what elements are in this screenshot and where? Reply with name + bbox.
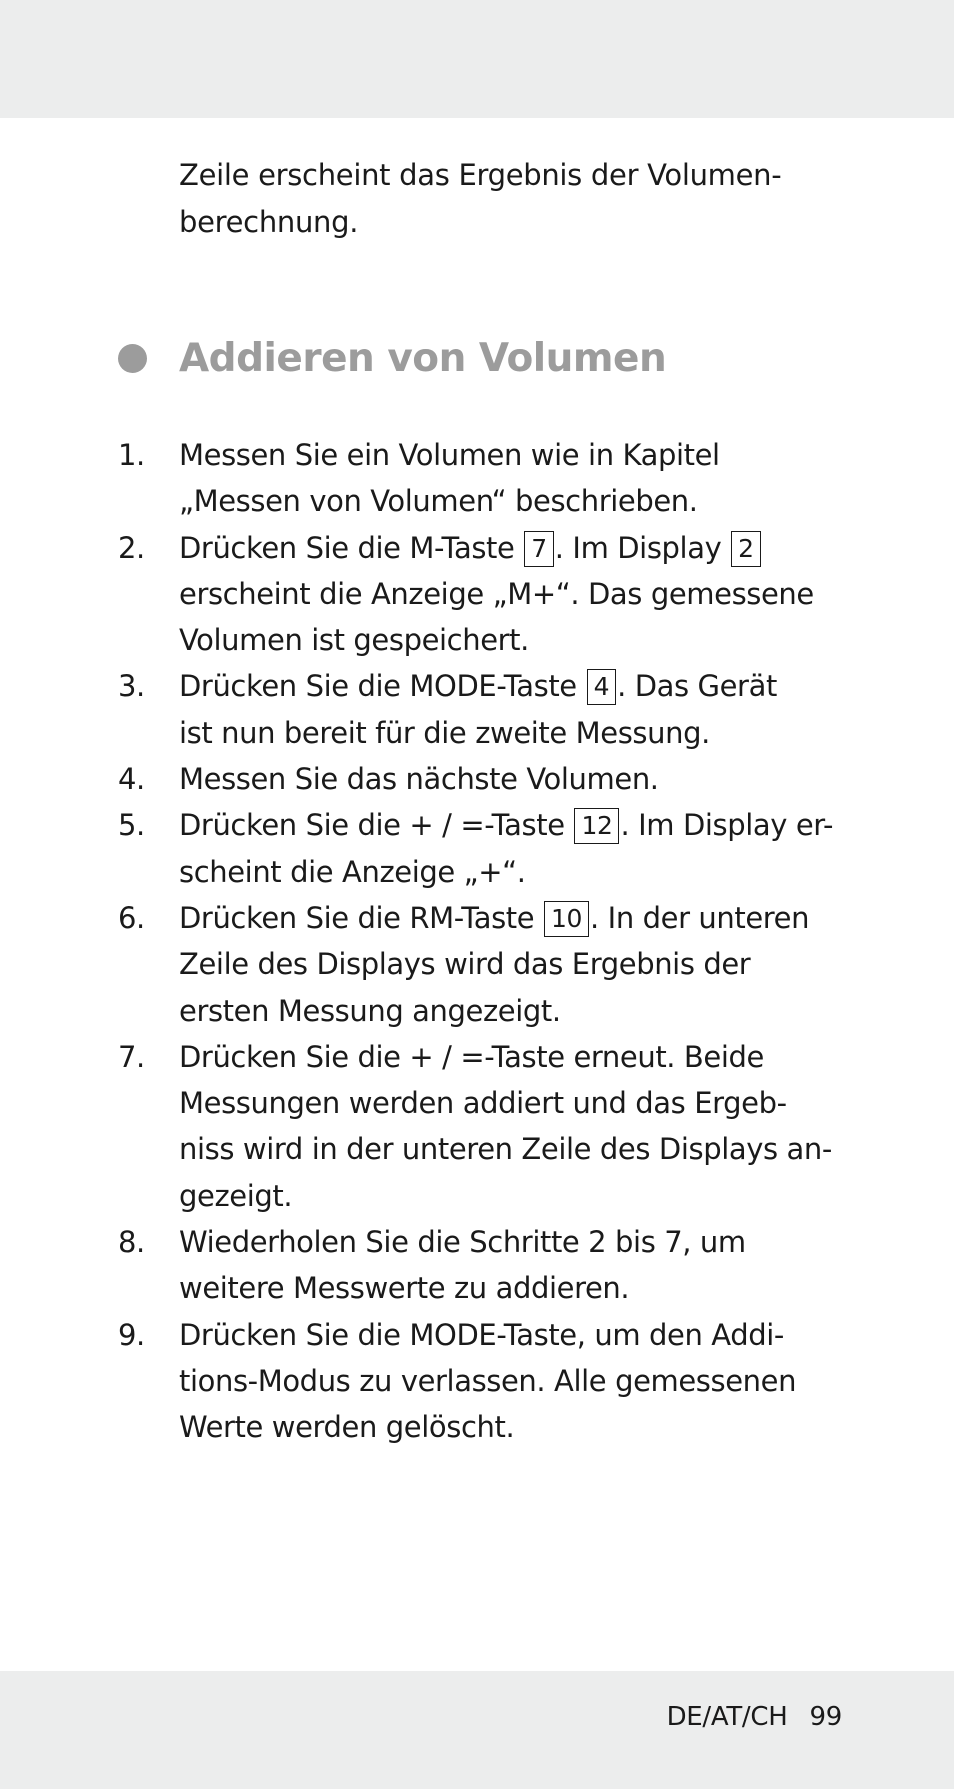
- step-number: 8.: [118, 1225, 145, 1260]
- page-number: 99: [809, 1702, 842, 1732]
- step-line: [179, 1080, 858, 1126]
- step-item: [118, 802, 858, 895]
- step-line: [179, 617, 858, 663]
- step-number: 4.: [118, 762, 145, 797]
- step-text-segment: Zeile des Displays wird das Ergebnis der: [179, 947, 751, 982]
- page-footer: [667, 1697, 842, 1737]
- step-line: [179, 849, 858, 895]
- step-line: [179, 571, 858, 617]
- step-text: [179, 1312, 858, 1451]
- step-line: [179, 1126, 858, 1172]
- step-text-segment: Wiederholen Sie die Schritte 2 bis 7, um: [179, 1225, 746, 1260]
- step-text: [179, 1034, 858, 1219]
- step-item: [118, 1034, 858, 1219]
- step-text: [179, 756, 858, 802]
- step-text-segment: tions-Modus zu verlassen. Alle gemessenen: [179, 1363, 797, 1398]
- steps-list: [118, 432, 858, 1451]
- step-text-segment: scheint die Anzeige „+“.: [179, 854, 526, 889]
- step-text-segment: Drücken Sie die MODE-Taste, um den Addi-: [179, 1317, 784, 1352]
- step-text-segment: ersten Messung angezeigt.: [179, 993, 561, 1028]
- step-line: [179, 525, 858, 571]
- step-item: [118, 432, 858, 525]
- step-line: [179, 1358, 858, 1404]
- step-line: [179, 802, 858, 848]
- step-text-segment: Drücken Sie die + / =-Taste: [179, 808, 574, 843]
- step-number: 5.: [118, 808, 145, 843]
- step-item: [118, 895, 858, 1034]
- step-line: [179, 663, 858, 709]
- step-text-segment: . In der unteren: [590, 900, 810, 935]
- step-text-segment: Drücken Sie die MODE-Taste: [179, 669, 586, 704]
- step-text: [179, 432, 858, 525]
- step-text-segment: Drücken Sie die + / =-Taste erneut. Beide: [179, 1039, 764, 1074]
- step-number: 6.: [118, 900, 145, 935]
- part-reference-box: 7: [524, 531, 554, 567]
- step-line: [179, 756, 858, 802]
- step-text-segment: . Im Display er-: [620, 808, 834, 843]
- step-line: [179, 1404, 858, 1450]
- step-line: [179, 1219, 858, 1265]
- step-line: [179, 1173, 858, 1219]
- intro-line: berechnung.: [179, 205, 359, 239]
- intro-line: Zeile erscheint das Ergebnis der Volumen-: [179, 158, 782, 192]
- step-line: [179, 895, 858, 941]
- step-number: 3.: [118, 669, 145, 704]
- part-reference-box: 12: [574, 808, 619, 844]
- step-text-segment: gezeigt.: [179, 1178, 293, 1213]
- step-item: [118, 1219, 858, 1312]
- top-margin-band: [0, 0, 954, 118]
- step-item: [118, 525, 858, 664]
- part-reference-box: 10: [544, 901, 589, 937]
- step-number: 2.: [118, 530, 145, 565]
- step-text: [179, 895, 858, 1034]
- step-text-segment: Messen Sie das nächste Volumen.: [179, 762, 659, 797]
- bullet-dot-icon: [118, 344, 147, 373]
- step-line: [179, 988, 858, 1034]
- step-line: [179, 710, 858, 756]
- section-title: Addieren von Volumen: [179, 335, 667, 381]
- step-text-segment: Messungen werden addiert und das Ergeb-: [179, 1086, 787, 1121]
- step-text-segment: Messen Sie ein Volumen wie in Kapitel: [179, 438, 720, 472]
- step-number: 1.: [118, 438, 145, 472]
- step-text-segment: „Messen von Volumen“ beschrieben.: [179, 484, 698, 519]
- step-item: [118, 1312, 858, 1451]
- step-number: 7.: [118, 1039, 145, 1074]
- section-heading: [118, 330, 666, 386]
- part-reference-box: 2: [731, 531, 761, 567]
- step-line: [179, 1265, 858, 1311]
- step-text-segment: . Im Display: [554, 530, 731, 565]
- step-text-segment: weitere Messwerte zu addieren.: [179, 1271, 630, 1306]
- step-text-segment: Volumen ist gespeichert.: [179, 623, 529, 658]
- step-line: [179, 478, 858, 524]
- step-item: [118, 756, 858, 802]
- part-reference-box: 4: [587, 669, 617, 705]
- step-item: [118, 663, 858, 756]
- step-line: [179, 432, 858, 478]
- intro-paragraph: [179, 152, 879, 246]
- step-text: [179, 525, 858, 664]
- step-number: 9.: [118, 1317, 145, 1352]
- step-text-segment: . Das Gerät: [617, 669, 777, 704]
- step-line: [179, 941, 858, 987]
- step-text-segment: ist nun bereit für die zweite Messung.: [179, 715, 710, 750]
- step-text: [179, 1219, 858, 1312]
- step-line: [179, 1034, 858, 1080]
- step-text: [179, 802, 858, 895]
- step-text-segment: Werte werden gelöscht.: [179, 1410, 515, 1445]
- step-text: [179, 663, 858, 756]
- step-text-segment: erscheint die Anzeige „M+“. Das gemessene: [179, 576, 814, 611]
- step-text-segment: Drücken Sie die RM-Taste: [179, 900, 544, 935]
- footer-language: DE/AT/CH: [666, 1702, 788, 1732]
- step-text-segment: niss wird in der unteren Zeile des Displays an-: [179, 1132, 832, 1167]
- step-line: [179, 1312, 858, 1358]
- step-text-segment: Drücken Sie die M-Taste: [179, 530, 524, 565]
